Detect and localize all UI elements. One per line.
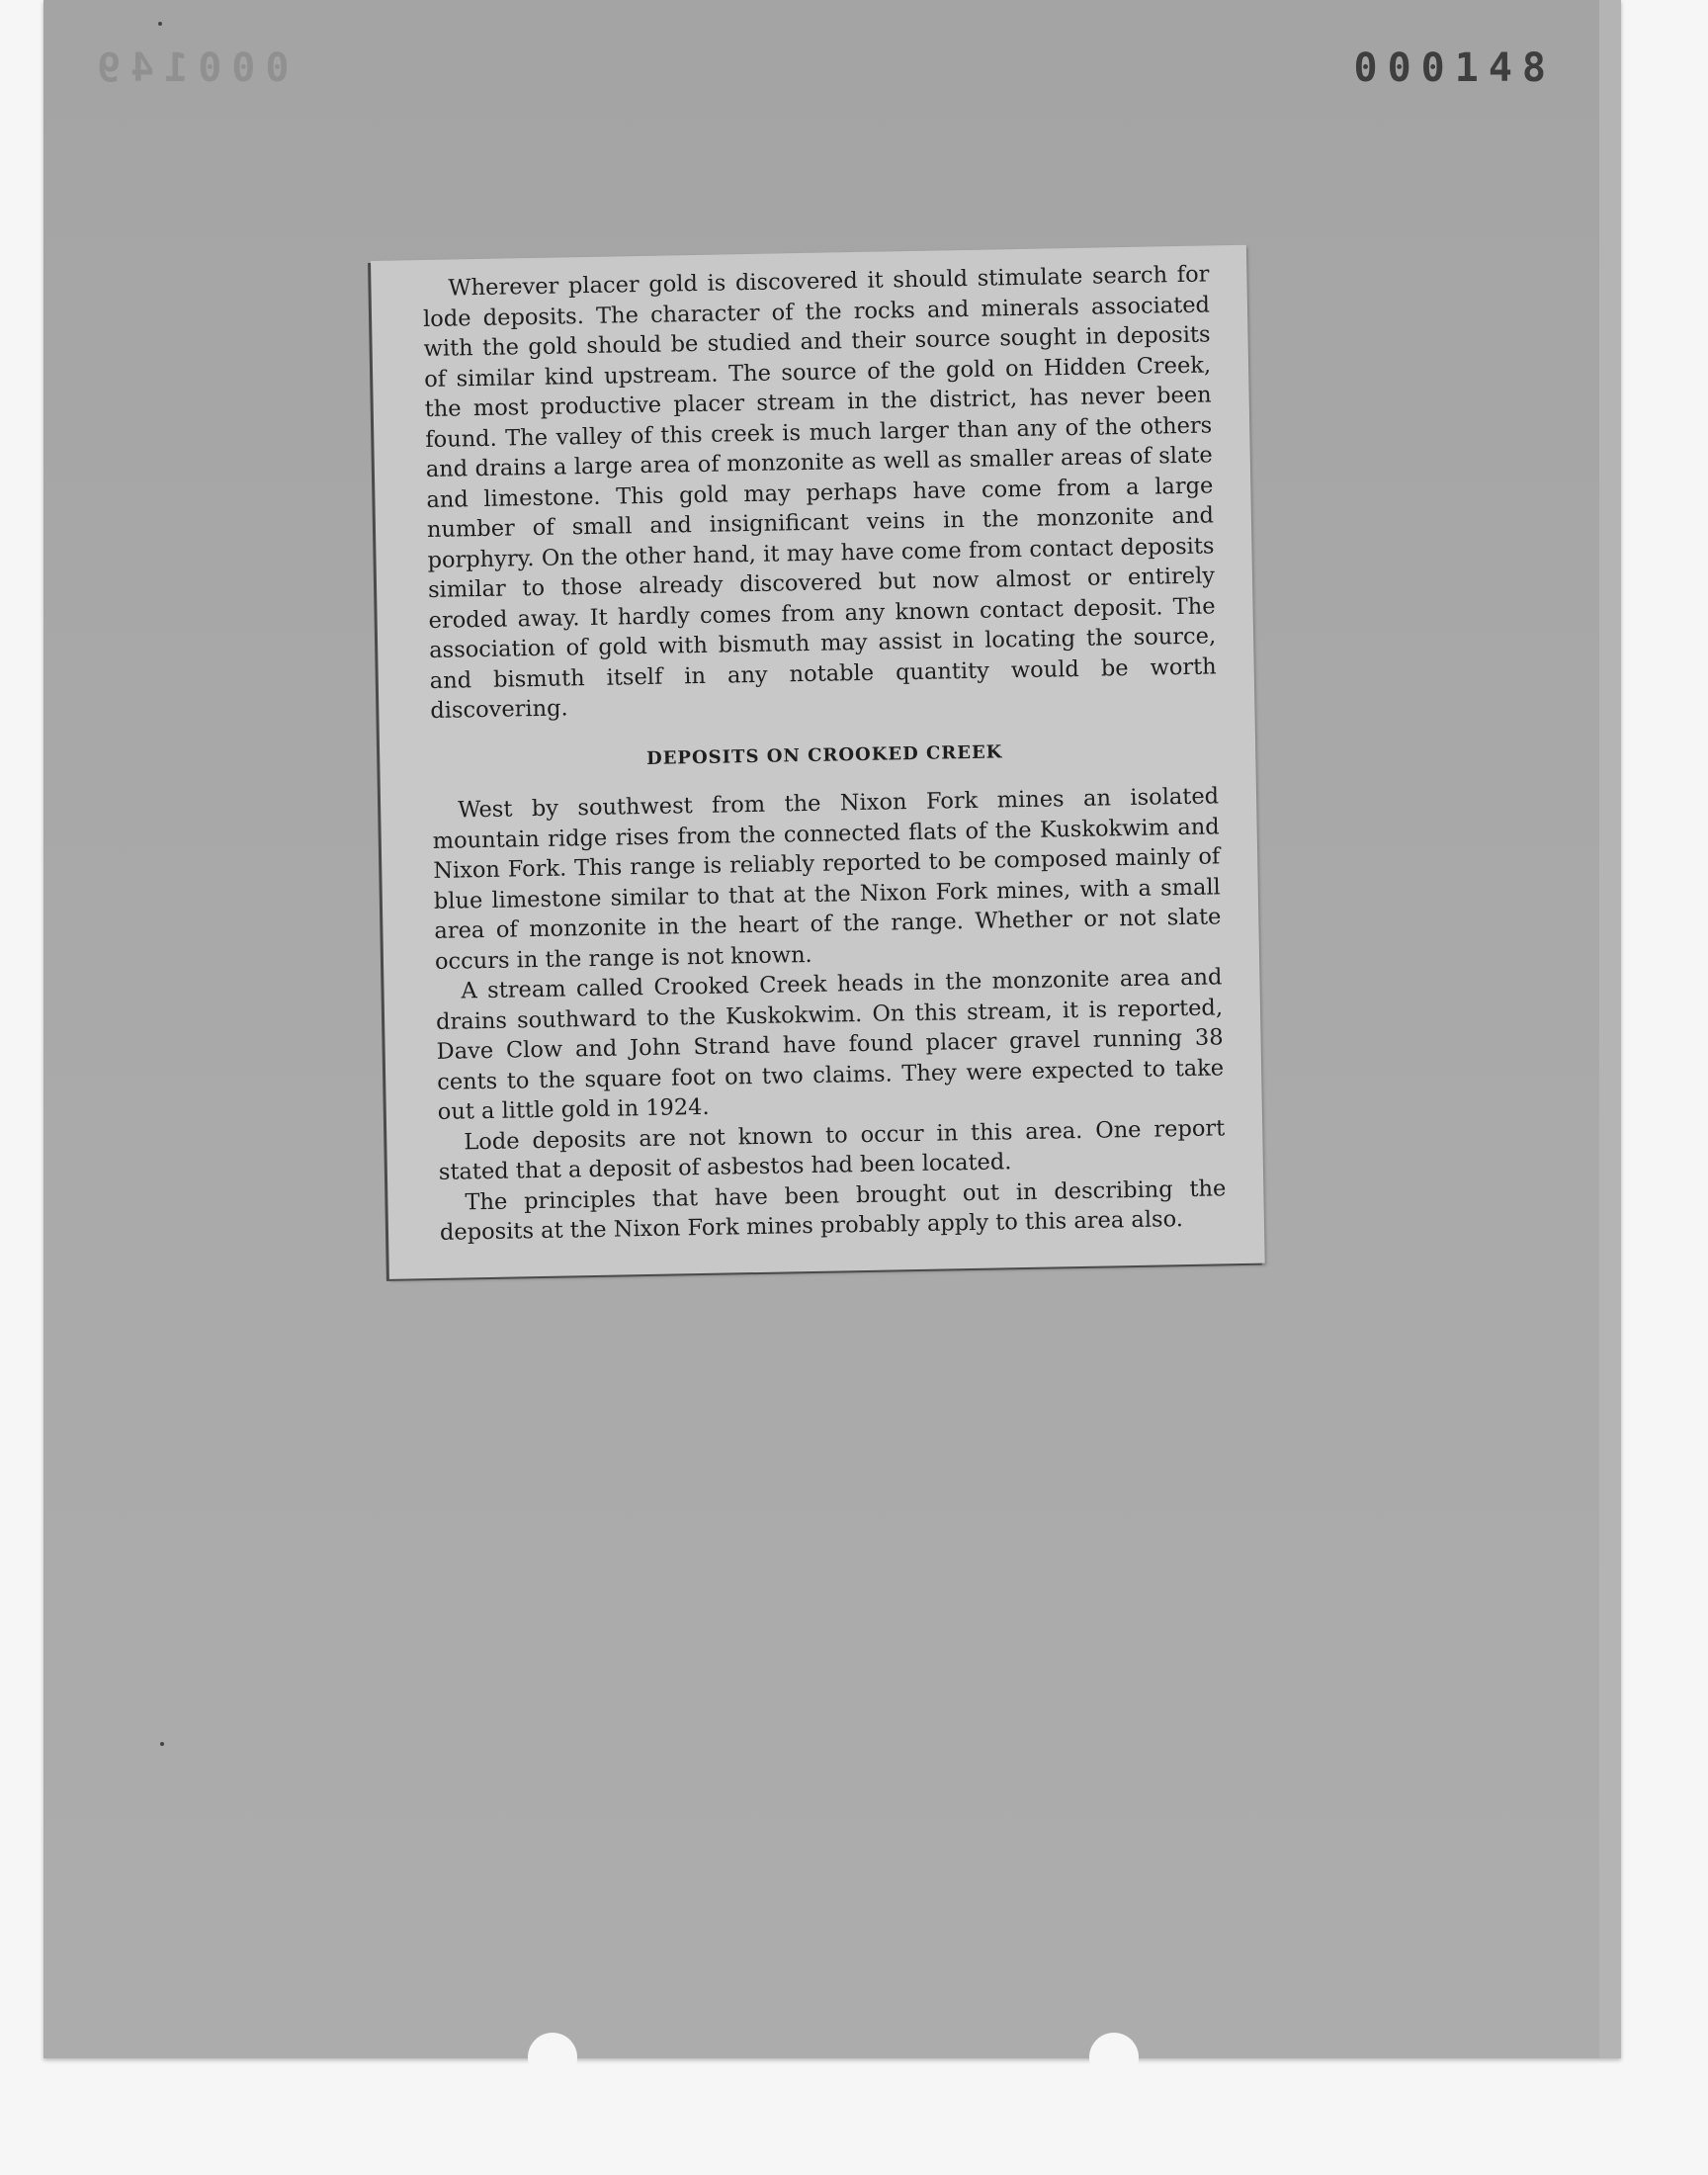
- section-heading: DEPOSITS ON CROOKED CREEK: [645, 740, 1003, 769]
- dust-speck: [158, 22, 162, 26]
- faded-page-number-stamp: 000149: [87, 45, 290, 91]
- binder-hole: [528, 2033, 577, 2082]
- board-edge-strip: [1599, 0, 1621, 2058]
- body-paragraph: A stream called Crooked Creek heads in the monzonite area and drains southward to the Kuskokwim. On this stream, it is reported, Dave Clow and John Strand have found placer gravel running 38 cents to the square foot on two claims. They were expected to take out a little gold in 1924.: [435, 964, 1225, 1125]
- body-paragraph: West by southwest from the Nixon Fork mines an isolated mountain ridge rises from the connected flats of the Kuskokwim and Nixon Fork. This range is reliably reported to be composed mainly of blue limestone similar to that at the Nixon Fork mines, with a small area of monzonite in the heart of the range. Whether or not slate occurs in the range is not known.: [432, 783, 1222, 975]
- body-paragraph: The principles that have been brought out in describing the deposits at the Nixon Fork mines probably apply to this area also.: [439, 1174, 1227, 1246]
- body-paragraph: Lode deposits are not known to occur in this area. One report stated that a deposit of asbestos had been located.: [438, 1114, 1226, 1185]
- page-number-stamp: 000148: [1353, 45, 1556, 91]
- dust-speck: [160, 1742, 164, 1746]
- article-clipping: [371, 245, 1265, 1279]
- body-paragraph: Wherever placer gold is discovered it should stimulate search for lode deposits. The character of the rocks and minerals associated with the gold should be studied and their source sought in deposits of similar kind upstream. The source of the gold on Hidden Creek, the most productive placer stream in the district, has never been found. The valley of this creek is much larger than any of the others and drains a large area of monzonite as well as smaller areas of slate and limestone. This gold may perhaps have come from a large number of small and insignificant veins in the monzonite and porphyry. On the other hand, it may have come from contact deposits similar to those already discovered but now almost or entirely eroded away. It hardly comes from any known contact deposit. The association of gold with bismuth may assist in locating the source, and bismuth itself in any notable quantity would be worth discovering.: [422, 261, 1217, 724]
- binder-hole: [1089, 2033, 1139, 2082]
